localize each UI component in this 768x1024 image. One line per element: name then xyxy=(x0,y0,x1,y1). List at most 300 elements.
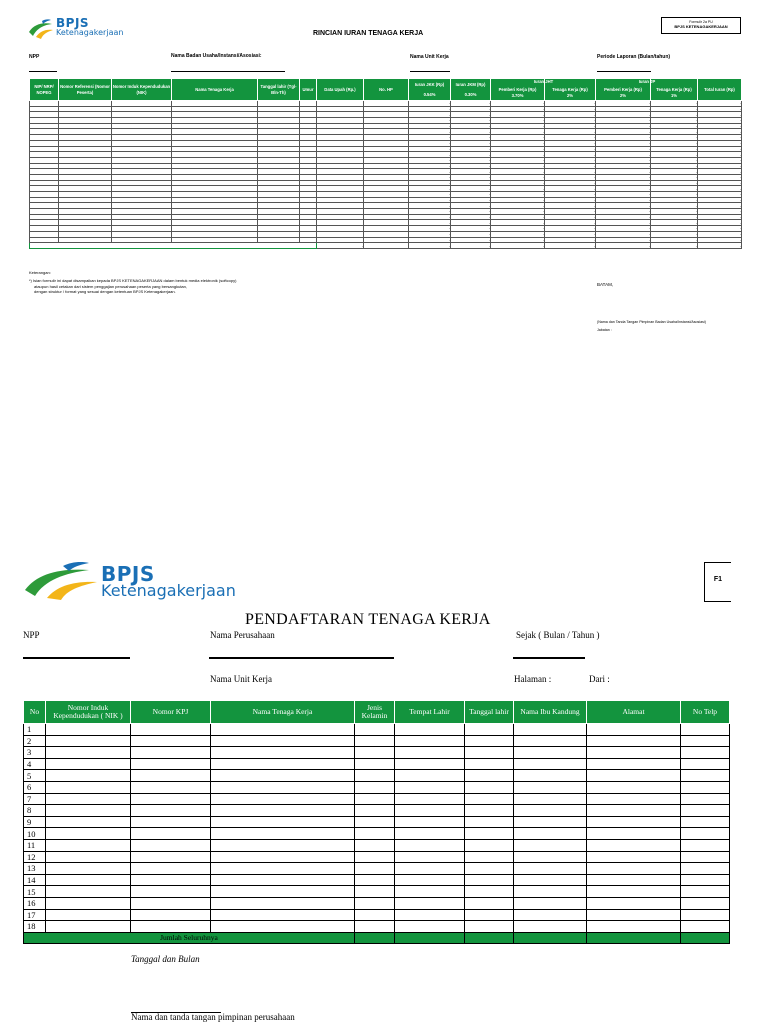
form2-cell[interactable] xyxy=(514,816,587,828)
form2-cell[interactable] xyxy=(514,758,587,770)
form2-cell[interactable] xyxy=(211,770,355,782)
form2-cell[interactable] xyxy=(681,828,730,840)
form1-cell[interactable]: - xyxy=(651,197,698,203)
form1-cell[interactable]: - xyxy=(409,112,451,118)
form2-cell[interactable] xyxy=(46,781,131,793)
form2-cell[interactable] xyxy=(514,735,587,747)
form1-cell[interactable]: - xyxy=(698,180,742,186)
form2-cell[interactable] xyxy=(681,793,730,805)
form2-cell[interactable] xyxy=(514,781,587,793)
form1-cell[interactable]: - xyxy=(491,214,545,220)
form1-cell[interactable]: - xyxy=(596,192,651,198)
form2-cell[interactable] xyxy=(355,874,395,886)
form2-cell[interactable] xyxy=(681,735,730,747)
form1-cell[interactable]: - xyxy=(596,180,651,186)
form1-cell[interactable]: - xyxy=(409,209,451,215)
form2-cell[interactable] xyxy=(131,851,211,863)
form2-cell[interactable] xyxy=(211,724,355,736)
form2-cell[interactable] xyxy=(587,921,681,933)
form2-cell[interactable] xyxy=(587,828,681,840)
form1-cell[interactable]: - xyxy=(451,163,491,169)
form1-cell[interactable]: - xyxy=(545,226,596,232)
form1-cell[interactable]: - xyxy=(409,186,451,192)
form1-cell[interactable]: - xyxy=(651,152,698,158)
form1-cell[interactable]: - xyxy=(651,209,698,215)
form1-cell[interactable]: - xyxy=(698,157,742,163)
form1-cell[interactable]: - xyxy=(596,186,651,192)
form1-cell[interactable]: - xyxy=(698,163,742,169)
form1-cell[interactable]: - xyxy=(545,197,596,203)
form2-cell[interactable] xyxy=(395,828,465,840)
form2-cell[interactable] xyxy=(587,909,681,921)
form1-cell[interactable]: - xyxy=(651,203,698,209)
form1-cell[interactable]: - xyxy=(491,192,545,198)
form2-cell[interactable] xyxy=(46,724,131,736)
form1-cell[interactable]: - xyxy=(698,226,742,232)
form2-cell[interactable] xyxy=(211,909,355,921)
form2-cell[interactable] xyxy=(211,781,355,793)
form1-cell[interactable]: - xyxy=(451,226,491,232)
form2-cell[interactable] xyxy=(46,793,131,805)
form2-cell[interactable] xyxy=(587,793,681,805)
form1-cell[interactable]: - xyxy=(409,146,451,152)
form1-cell[interactable]: - xyxy=(545,237,596,243)
form1-cell[interactable]: - xyxy=(451,220,491,226)
form1-cell[interactable]: - xyxy=(451,157,491,163)
form2-cell[interactable] xyxy=(395,897,465,909)
form1-cell[interactable]: - xyxy=(451,174,491,180)
form1-cell[interactable]: - xyxy=(545,140,596,146)
form1-cell[interactable]: - xyxy=(491,226,545,232)
form2-cell[interactable] xyxy=(46,735,131,747)
form2-cell[interactable] xyxy=(355,724,395,736)
form1-cell[interactable]: - xyxy=(409,169,451,175)
form2-cell[interactable] xyxy=(46,897,131,909)
form2-cell[interactable] xyxy=(681,851,730,863)
form1-cell[interactable]: - xyxy=(491,186,545,192)
form2-cell[interactable] xyxy=(681,805,730,817)
form1-cell[interactable]: - xyxy=(698,214,742,220)
form1-cell[interactable]: - xyxy=(491,231,545,237)
form1-cell[interactable]: - xyxy=(545,129,596,135)
form1-cell[interactable]: - xyxy=(651,106,698,112)
form2-cell[interactable] xyxy=(465,886,514,898)
form2-cell[interactable] xyxy=(211,863,355,875)
form2-cell[interactable] xyxy=(46,747,131,759)
form1-cell[interactable]: - xyxy=(451,123,491,129)
form2-cell[interactable] xyxy=(46,770,131,782)
form1-cell[interactable]: - xyxy=(409,123,451,129)
form1-cell[interactable]: - xyxy=(545,135,596,141)
form1-cell[interactable]: - xyxy=(596,197,651,203)
form2-cell[interactable] xyxy=(211,874,355,886)
form1-cell[interactable]: - xyxy=(698,237,742,243)
form1-cell[interactable]: - xyxy=(596,226,651,232)
form1-cell[interactable]: - xyxy=(409,118,451,124)
form2-cell[interactable] xyxy=(514,897,587,909)
form1-cell[interactable]: - xyxy=(651,186,698,192)
form1-cell[interactable]: - xyxy=(698,140,742,146)
form2-cell[interactable] xyxy=(465,781,514,793)
form2-cell[interactable] xyxy=(395,770,465,782)
form1-cell[interactable]: - xyxy=(698,174,742,180)
form2-cell[interactable] xyxy=(355,805,395,817)
form1-cell[interactable]: - xyxy=(596,140,651,146)
form1-cell[interactable]: - xyxy=(545,157,596,163)
form2-cell[interactable] xyxy=(395,839,465,851)
form1-cell[interactable]: - xyxy=(651,123,698,129)
form1-cell[interactable]: - xyxy=(596,169,651,175)
form2-cell[interactable] xyxy=(681,863,730,875)
form2-cell[interactable] xyxy=(681,747,730,759)
form1-cell[interactable]: - xyxy=(698,231,742,237)
form1-cell[interactable]: - xyxy=(451,192,491,198)
form2-cell[interactable] xyxy=(211,805,355,817)
form1-cell[interactable]: - xyxy=(451,106,491,112)
form1-cell[interactable]: - xyxy=(491,220,545,226)
form2-cell[interactable] xyxy=(465,839,514,851)
form1-cell[interactable]: - xyxy=(409,231,451,237)
form2-cell[interactable] xyxy=(465,874,514,886)
form2-cell[interactable] xyxy=(681,781,730,793)
form2-cell[interactable] xyxy=(211,747,355,759)
form2-cell[interactable] xyxy=(355,828,395,840)
form1-cell[interactable]: - xyxy=(451,112,491,118)
form1-cell[interactable]: - xyxy=(545,203,596,209)
form1-cell[interactable]: - xyxy=(651,180,698,186)
form1-cell[interactable]: - xyxy=(651,214,698,220)
form2-cell[interactable] xyxy=(46,805,131,817)
form2-cell[interactable] xyxy=(131,886,211,898)
form1-cell[interactable]: - xyxy=(451,186,491,192)
form1-cell[interactable]: - xyxy=(651,135,698,141)
form2-cell[interactable] xyxy=(681,758,730,770)
form1-cell[interactable]: - xyxy=(491,106,545,112)
form1-cell[interactable]: - xyxy=(491,129,545,135)
form2-cell[interactable] xyxy=(395,874,465,886)
form2-cell[interactable] xyxy=(587,839,681,851)
form2-cell[interactable] xyxy=(355,747,395,759)
form2-cell[interactable] xyxy=(211,758,355,770)
form2-cell[interactable] xyxy=(681,724,730,736)
form1-cell[interactable]: - xyxy=(451,203,491,209)
form2-cell[interactable] xyxy=(465,805,514,817)
form2-cell[interactable] xyxy=(465,816,514,828)
form2-cell[interactable] xyxy=(465,828,514,840)
form2-cell[interactable] xyxy=(211,816,355,828)
form2-cell[interactable] xyxy=(131,758,211,770)
form2-cell[interactable] xyxy=(514,747,587,759)
form2-cell[interactable] xyxy=(211,897,355,909)
form1-cell[interactable]: - xyxy=(491,174,545,180)
form2-cell[interactable] xyxy=(211,851,355,863)
form2-cell[interactable] xyxy=(681,921,730,933)
form1-cell[interactable]: - xyxy=(651,140,698,146)
form1-cell[interactable]: - xyxy=(545,174,596,180)
form1-cell[interactable]: - xyxy=(545,101,596,107)
form1-cell[interactable]: - xyxy=(596,135,651,141)
form2-cell[interactable] xyxy=(465,735,514,747)
form2-cell[interactable] xyxy=(681,909,730,921)
form2-cell[interactable] xyxy=(355,886,395,898)
form1-cell[interactable]: - xyxy=(491,237,545,243)
form2-cell[interactable] xyxy=(395,724,465,736)
form1-cell[interactable]: - xyxy=(545,180,596,186)
form1-cell[interactable]: - xyxy=(651,129,698,135)
form2-cell[interactable] xyxy=(465,897,514,909)
form1-cell[interactable]: - xyxy=(451,135,491,141)
form2-cell[interactable] xyxy=(514,724,587,736)
form1-cell[interactable]: - xyxy=(596,146,651,152)
form1-cell[interactable]: - xyxy=(491,157,545,163)
form1-cell[interactable]: - xyxy=(409,101,451,107)
form1-cell[interactable]: - xyxy=(545,214,596,220)
form2-cell[interactable] xyxy=(681,886,730,898)
form2-cell[interactable] xyxy=(46,851,131,863)
form1-cell[interactable]: - xyxy=(409,197,451,203)
form1-cell[interactable]: - xyxy=(698,118,742,124)
form1-cell[interactable]: - xyxy=(409,129,451,135)
form2-cell[interactable] xyxy=(465,758,514,770)
form2-cell[interactable] xyxy=(395,793,465,805)
form1-cell[interactable]: - xyxy=(651,220,698,226)
form2-cell[interactable] xyxy=(465,770,514,782)
form2-cell[interactable] xyxy=(514,886,587,898)
form1-cell[interactable]: - xyxy=(698,129,742,135)
form2-cell[interactable] xyxy=(395,735,465,747)
form1-cell[interactable]: - xyxy=(596,106,651,112)
form2-cell[interactable] xyxy=(465,793,514,805)
form1-cell[interactable]: - xyxy=(491,123,545,129)
form2-cell[interactable] xyxy=(465,747,514,759)
form2-cell[interactable] xyxy=(355,921,395,933)
form2-cell[interactable] xyxy=(587,747,681,759)
form1-cell[interactable]: - xyxy=(409,180,451,186)
form2-cell[interactable] xyxy=(465,921,514,933)
form2-cell[interactable] xyxy=(465,909,514,921)
form1-cell[interactable]: - xyxy=(545,220,596,226)
form1-cell[interactable]: - xyxy=(491,197,545,203)
form1-cell[interactable]: - xyxy=(596,129,651,135)
form2-cell[interactable] xyxy=(355,770,395,782)
form2-cell[interactable] xyxy=(355,816,395,828)
form2-cell[interactable] xyxy=(587,863,681,875)
form2-cell[interactable] xyxy=(514,805,587,817)
form1-cell[interactable]: - xyxy=(596,112,651,118)
form2-cell[interactable] xyxy=(46,839,131,851)
form1-cell[interactable]: - xyxy=(651,192,698,198)
form1-cell[interactable]: - xyxy=(651,118,698,124)
form1-cell[interactable]: - xyxy=(651,231,698,237)
form2-cell[interactable] xyxy=(681,897,730,909)
form2-cell[interactable] xyxy=(587,735,681,747)
form2-cell[interactable] xyxy=(681,839,730,851)
form1-cell[interactable]: - xyxy=(545,231,596,237)
form1-cell[interactable]: - xyxy=(698,169,742,175)
form2-cell[interactable] xyxy=(211,793,355,805)
form1-cell[interactable]: - xyxy=(596,163,651,169)
form1-cell[interactable]: - xyxy=(651,163,698,169)
form1-cell[interactable]: - xyxy=(451,214,491,220)
form1-cell[interactable]: - xyxy=(651,101,698,107)
form1-cell[interactable]: - xyxy=(451,118,491,124)
form2-cell[interactable] xyxy=(131,816,211,828)
form1-cell[interactable]: - xyxy=(596,214,651,220)
form2-cell[interactable] xyxy=(355,909,395,921)
form2-cell[interactable] xyxy=(587,851,681,863)
form2-cell[interactable] xyxy=(514,828,587,840)
form2-cell[interactable] xyxy=(211,828,355,840)
form1-cell[interactable]: - xyxy=(596,157,651,163)
form2-cell[interactable] xyxy=(514,770,587,782)
form2-cell[interactable] xyxy=(681,816,730,828)
form1-cell[interactable]: - xyxy=(596,231,651,237)
form1-cell[interactable]: - xyxy=(651,112,698,118)
form2-cell[interactable] xyxy=(514,921,587,933)
form2-cell[interactable] xyxy=(355,781,395,793)
form1-cell[interactable]: - xyxy=(651,174,698,180)
form2-cell[interactable] xyxy=(46,909,131,921)
form1-cell[interactable]: - xyxy=(651,169,698,175)
form1-cell[interactable]: - xyxy=(491,152,545,158)
form1-cell[interactable]: - xyxy=(491,203,545,209)
form1-cell[interactable]: - xyxy=(491,118,545,124)
form1-cell[interactable]: - xyxy=(545,192,596,198)
form1-cell[interactable]: - xyxy=(698,101,742,107)
form2-cell[interactable] xyxy=(514,909,587,921)
form1-cell[interactable]: - xyxy=(545,163,596,169)
form1-cell[interactable]: - xyxy=(451,101,491,107)
form2-cell[interactable] xyxy=(46,828,131,840)
form1-cell[interactable]: - xyxy=(491,209,545,215)
form2-cell[interactable] xyxy=(587,897,681,909)
form1-cell[interactable]: - xyxy=(409,237,451,243)
form1-cell[interactable]: - xyxy=(698,186,742,192)
form2-cell[interactable] xyxy=(211,735,355,747)
form1-cell[interactable]: - xyxy=(545,209,596,215)
form1-cell[interactable]: - xyxy=(491,135,545,141)
form2-cell[interactable] xyxy=(211,839,355,851)
form1-cell[interactable]: - xyxy=(596,101,651,107)
form2-cell[interactable] xyxy=(131,874,211,886)
form2-cell[interactable] xyxy=(46,921,131,933)
form2-cell[interactable] xyxy=(131,770,211,782)
form1-cell[interactable]: - xyxy=(409,135,451,141)
form2-cell[interactable] xyxy=(587,724,681,736)
form2-cell[interactable] xyxy=(355,863,395,875)
form2-cell[interactable] xyxy=(465,724,514,736)
form2-cell[interactable] xyxy=(395,747,465,759)
form1-cell[interactable]: - xyxy=(409,152,451,158)
form1-cell[interactable]: - xyxy=(491,146,545,152)
form2-cell[interactable] xyxy=(395,781,465,793)
form2-cell[interactable] xyxy=(131,828,211,840)
form1-cell[interactable]: - xyxy=(698,123,742,129)
form2-cell[interactable] xyxy=(355,735,395,747)
form2-cell[interactable] xyxy=(587,770,681,782)
form1-cell[interactable]: - xyxy=(409,157,451,163)
form1-cell[interactable]: - xyxy=(451,140,491,146)
form1-cell[interactable]: - xyxy=(409,140,451,146)
form1-cell[interactable]: - xyxy=(545,186,596,192)
form2-cell[interactable] xyxy=(46,874,131,886)
form1-cell[interactable]: - xyxy=(409,214,451,220)
form1-cell[interactable]: - xyxy=(491,169,545,175)
form2-cell[interactable] xyxy=(587,805,681,817)
form1-cell[interactable]: - xyxy=(491,180,545,186)
form1-cell[interactable]: - xyxy=(698,146,742,152)
form1-cell[interactable]: - xyxy=(491,112,545,118)
form1-cell[interactable]: - xyxy=(545,123,596,129)
form1-cell[interactable]: - xyxy=(545,118,596,124)
form2-cell[interactable] xyxy=(587,874,681,886)
form1-cell[interactable]: - xyxy=(409,203,451,209)
form1-cell[interactable]: - xyxy=(451,129,491,135)
form1-cell[interactable]: - xyxy=(545,106,596,112)
form1-cell[interactable]: - xyxy=(698,106,742,112)
form2-cell[interactable] xyxy=(211,886,355,898)
form2-cell[interactable] xyxy=(395,851,465,863)
form1-cell[interactable]: - xyxy=(698,112,742,118)
form2-cell[interactable] xyxy=(587,758,681,770)
form1-cell[interactable]: - xyxy=(451,169,491,175)
form2-cell[interactable] xyxy=(395,909,465,921)
form2-cell[interactable] xyxy=(587,816,681,828)
form1-cell[interactable]: - xyxy=(596,203,651,209)
form2-cell[interactable] xyxy=(395,921,465,933)
form1-cell[interactable]: - xyxy=(451,209,491,215)
form2-cell[interactable] xyxy=(395,886,465,898)
form1-cell[interactable]: - xyxy=(545,112,596,118)
form2-cell[interactable] xyxy=(681,770,730,782)
form1-cell[interactable]: - xyxy=(451,180,491,186)
form2-cell[interactable] xyxy=(131,921,211,933)
form2-cell[interactable] xyxy=(131,897,211,909)
form1-cell[interactable]: - xyxy=(491,140,545,146)
form2-cell[interactable] xyxy=(514,874,587,886)
form2-cell[interactable] xyxy=(131,735,211,747)
form1-cell[interactable]: - xyxy=(596,220,651,226)
form2-cell[interactable] xyxy=(681,874,730,886)
form1-cell[interactable]: - xyxy=(698,209,742,215)
form1-cell[interactable]: - xyxy=(409,174,451,180)
form1-cell[interactable]: - xyxy=(596,118,651,124)
form2-cell[interactable] xyxy=(46,863,131,875)
form1-cell[interactable]: - xyxy=(409,163,451,169)
form1-cell[interactable]: - xyxy=(451,197,491,203)
form2-cell[interactable] xyxy=(131,805,211,817)
form2-cell[interactable] xyxy=(355,851,395,863)
form2-cell[interactable] xyxy=(395,805,465,817)
form2-cell[interactable] xyxy=(131,747,211,759)
form2-cell[interactable] xyxy=(131,839,211,851)
form1-cell[interactable]: - xyxy=(596,174,651,180)
form1-cell[interactable]: - xyxy=(698,192,742,198)
form2-cell[interactable] xyxy=(46,758,131,770)
form2-cell[interactable] xyxy=(211,921,355,933)
form1-cell[interactable]: - xyxy=(698,220,742,226)
form1-cell[interactable]: - xyxy=(698,152,742,158)
form1-cell[interactable]: - xyxy=(651,237,698,243)
form2-cell[interactable] xyxy=(587,781,681,793)
form2-cell[interactable] xyxy=(355,758,395,770)
form2-cell[interactable] xyxy=(395,816,465,828)
form2-cell[interactable] xyxy=(355,897,395,909)
form2-cell[interactable] xyxy=(514,863,587,875)
form2-cell[interactable] xyxy=(46,886,131,898)
form2-cell[interactable] xyxy=(514,851,587,863)
form1-cell[interactable]: - xyxy=(596,152,651,158)
